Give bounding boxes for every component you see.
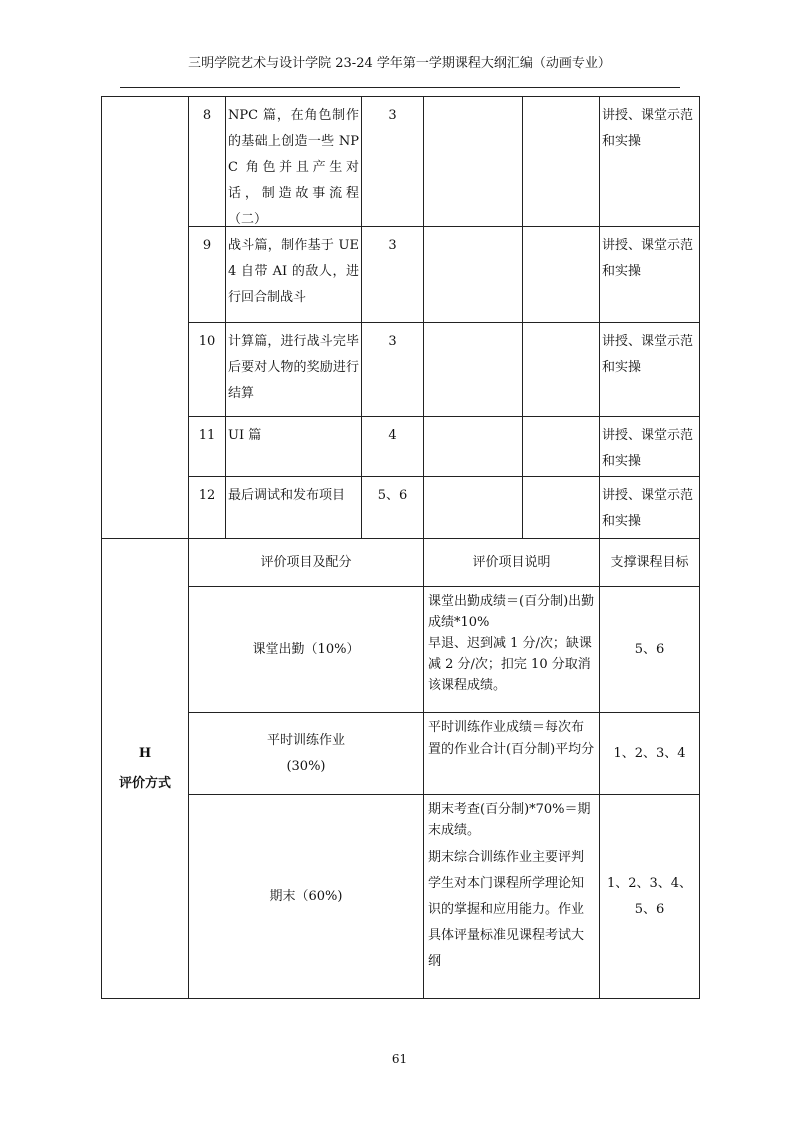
- evaluation-row: [102, 795, 700, 999]
- eval-item: 课堂出勤（10%）: [189, 587, 424, 713]
- eval-goal: 5、6: [600, 587, 700, 713]
- col-header-desc: 评价项目说明: [424, 539, 600, 587]
- schedule-row: [102, 417, 700, 477]
- eval-goal: 1、2、3、4、5、6: [600, 795, 700, 999]
- schedule-row: [102, 227, 700, 323]
- row-topic: UI 篇: [226, 417, 362, 477]
- empty-cell: [523, 227, 600, 323]
- section-blank-cell: [102, 97, 189, 539]
- eval-desc: [424, 795, 600, 999]
- row-topic: 计算篇，进行战斗完毕后要对人物的奖励进行结算: [226, 323, 362, 417]
- eval-desc-formula: 期末考查(百分制)*70%＝期末成绩。: [428, 802, 591, 838]
- eval-item: 期末（60%): [189, 795, 424, 999]
- eval-item: [189, 713, 424, 795]
- row-topic: [226, 97, 362, 227]
- row-method: 讲授、课堂示范和实操: [600, 477, 700, 539]
- empty-cell: [523, 417, 600, 477]
- row-goal: 3: [362, 227, 424, 323]
- eval-item-title: 平时训练作业: [266, 732, 345, 748]
- evaluation-header-row: [102, 539, 700, 587]
- row-topic: 最后调试和发布项目: [226, 477, 362, 539]
- row-number: 10: [189, 323, 226, 417]
- schedule-row: [102, 477, 700, 539]
- page-header: 三明学院艺术与设计学院 23-24 学年第一学期课程大纲汇编（动画专业）: [188, 56, 611, 71]
- empty-cell: [424, 323, 523, 417]
- row-method: 讲授、课堂示范和实操: [600, 417, 700, 477]
- section-title: 评价方式: [118, 775, 171, 791]
- row-goal: 5、6: [362, 477, 424, 539]
- row-number: 12: [189, 477, 226, 539]
- page-number: 61: [391, 1052, 408, 1066]
- eval-desc: 平时训练作业成绩＝每次布置的作业合计(百分制)平均分: [424, 713, 600, 795]
- empty-cell: [424, 227, 523, 323]
- eval-goal: 1、2、3、4: [600, 713, 700, 795]
- row-number: 8: [189, 97, 226, 227]
- row-topic-text: NPC 篇，在角色制作的基础上创造一些 NPC 角色并且产生对话，制造故事流程（二）: [228, 108, 359, 227]
- schedule-row: [102, 323, 700, 417]
- col-header-goal: 支撑课程目标: [600, 539, 700, 587]
- section-letter: H: [138, 745, 152, 761]
- row-goal: 3: [362, 323, 424, 417]
- header-rule: [120, 87, 680, 88]
- empty-cell: [523, 477, 600, 539]
- col-header-item: 评价项目及配分: [189, 539, 424, 587]
- row-method: 讲授、课堂示范和实操: [600, 227, 700, 323]
- row-method: 讲授、课堂示范和实操: [600, 97, 700, 227]
- empty-cell: [523, 323, 600, 417]
- syllabus-table: [101, 96, 700, 999]
- empty-cell: [424, 417, 523, 477]
- evaluation-section-label: [102, 539, 189, 999]
- row-goal: 4: [362, 417, 424, 477]
- row-number: 9: [189, 227, 226, 323]
- eval-item-weight: (30%): [286, 758, 326, 774]
- evaluation-row: [102, 713, 700, 795]
- empty-cell: [424, 97, 523, 227]
- schedule-row: [102, 97, 700, 227]
- row-number: 11: [189, 417, 226, 477]
- eval-desc: 课堂出勤成绩＝(百分制)出勤成绩*10% 早退、迟到减 1 分/次；缺课减 2 分/次；扣完 10 分取消该课程成绩。: [424, 587, 600, 713]
- row-topic: 战斗篇，制作基于 UE4 自带 AI 的敌人，进行回合制战斗: [226, 227, 362, 323]
- empty-cell: [424, 477, 523, 539]
- row-goal: 3: [362, 97, 424, 227]
- empty-cell: [523, 97, 600, 227]
- evaluation-row: [102, 587, 700, 713]
- eval-desc-detail: 期末综合训练作业主要评判学生对本门课程所学理论知识的掌握和应用能力。作业具体评量标准见课程考试大纲: [428, 850, 585, 969]
- row-method: 讲授、课堂示范和实操: [600, 323, 700, 417]
